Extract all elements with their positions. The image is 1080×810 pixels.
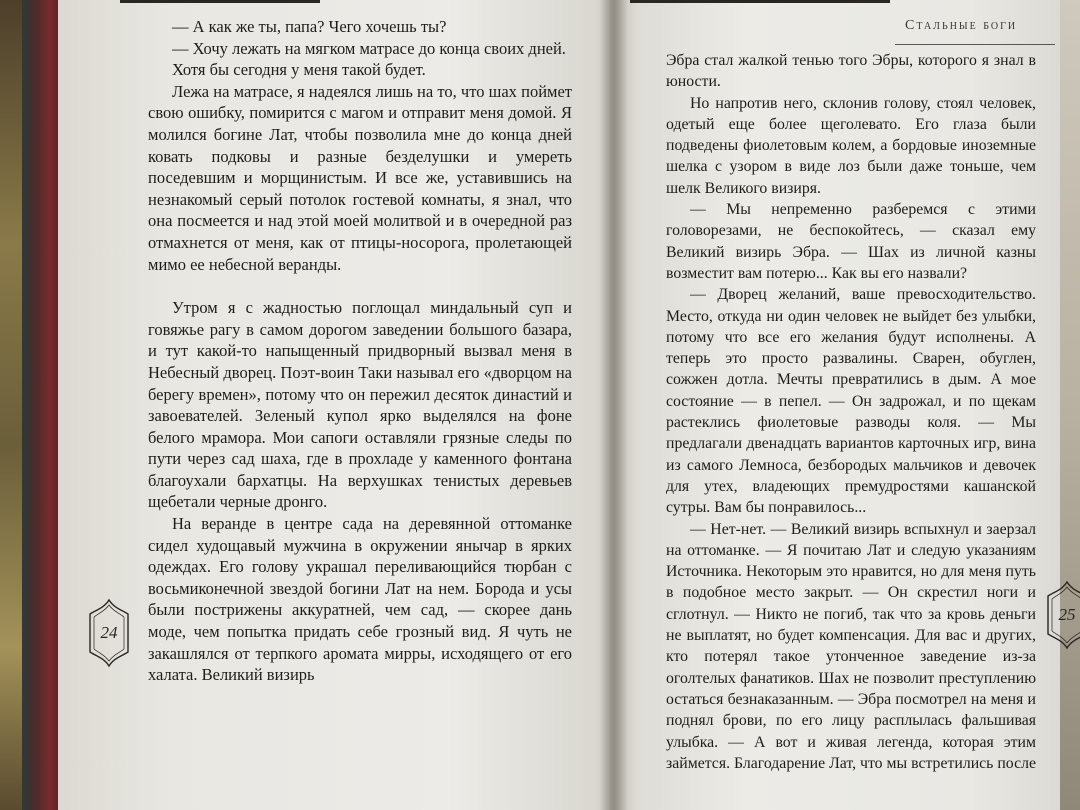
paragraph: — Дворец желаний, ваше превосходительство. Место, откуда ни один человек не выйдет без улыбки, потому что все его желания будут исполнены. А теперь это просто развалины. Сварен, обуглен, сожжен дотла. Мечты превратились в дым. А мое состояние — в пепел. — Он задрожал, и по щекам растеклись фиолетовые разводы коля. — Мы предлагали двенадцать вариантов карточных игр, вина из самого Лемноса, безбородых мальчиков и девочек для утех, владеющих премудростями кашанской сутры. Вам бы понравилось... [666, 286, 1036, 517]
section-break [148, 275, 572, 297]
running-header: Стальные боги [905, 18, 1018, 33]
paragraph: Хотя бы сегодня у меня такой будет. [172, 60, 426, 80]
page-number-left: 24 [86, 598, 132, 668]
paragraph: Но напротив него, склонив голову, стоял человек, одетый еще более щеголевато. Его глаза были подведены фиолетовым колем, а бордовые иноземные шелка с узором в виде лоз были даже тоньше, чем шелк Великого визиря. [666, 94, 1036, 197]
paragraph: — А как же ты, папа? Чего хочешь ты? [172, 17, 447, 36]
paragraph: Эбра стал жалкой тенью того Эбры, которого я знал в юности. [666, 52, 1036, 91]
left-page-text [148, 16, 572, 686]
right-page-text [666, 50, 1036, 774]
left-top-rule [120, 0, 320, 3]
paragraph: — Мы непременно разберемся с этими головорезами, не беспокойтесь, — сказал ему Великий визирь Эбра. — Шах из личной казны возместит вам потерю... Как вы его назвали? [666, 201, 1036, 282]
paragraph: На веранде в центре сада на деревянной оттоманке сидел худощавый мужчина в окружении янычар в ярких одеждах. Его голову украшал переливающийся тюрбан с восьмиконечной звездой богини Лат на нем. Борода и усы были пострижены аккуратней, чем сад, — скорее дань моде, чем попытка придать себе грозный вид. Я чуть не закашлялся от терпкого аромата мирры, исходящего от его халата. Великий визирь [148, 514, 572, 685]
paragraph: — Хочу лежать на мягком матрасе до конца своих дней. [172, 38, 566, 58]
header-rule [895, 44, 1055, 45]
paragraph: Утром я с жадностью поглощал миндальный суп и говяжье рагу в самом дорогом заведении большого базара, и тут какой-то напыщенный придворный вызвал меня в Небесный дворец. Поэт-воин Таки называл его «дворцом на берегу времен», потому что он пережил десяток династий и завоевателей. Зеленый купол ярко выделялся на фоне белого мрамора. Мои сапоги оставляли грязные следы по пути через сад шаха, где в прохладе у каменного фонтана благоухали бархатцы. На верхушках тенистых деревьев щебетали черные дронго. [148, 298, 572, 512]
book-cover-edge [22, 0, 62, 810]
book-gutter [600, 0, 628, 810]
paragraph: — Нет-нет. — Великий визирь вспыхнул и заерзал на оттоманке. — Я почитаю Лат и следую указаниям Источника. Некоторым это нравится, но для меня путь в подобное место закрыт. — Он скрестил ноги и сглотнул. — Никто не погиб, так что за кровь деньги не выплатят, но будет компенсация. Для вас и других, кто потерял такое утонченное заведение из-за оголтелых фанатиков. Шах не позволит преступлению остаться безнаказанным. — Эбра посмотрел на меня и поднял брови, по его лицу расплылась фальшивая улыбка. — А вот и живая легенда, которая этим займется. Благодарение Лат, что мы встретились после [666, 520, 1036, 772]
paragraph: Лежа на матрасе, я надеялся лишь на то, что шах поймет свою ошибку, помирится с магом и отправит меня домой. Я молился богине Лат, чтобы позволила мне до конца дней ковать подковы и разные безделушки и умереть поседевшим и морщинистым. И все же, уставившись на незнакомый серый потолок гостевой комнаты, я знал, что она посмеется и над этой моей молитвой и в очередной раз отмахнется от меня, как от птицы-носорога, пролетающей мимо ее небесной веранды. [148, 81, 572, 274]
right-top-rule [630, 0, 890, 3]
page-number-right: 25 [1044, 580, 1080, 650]
